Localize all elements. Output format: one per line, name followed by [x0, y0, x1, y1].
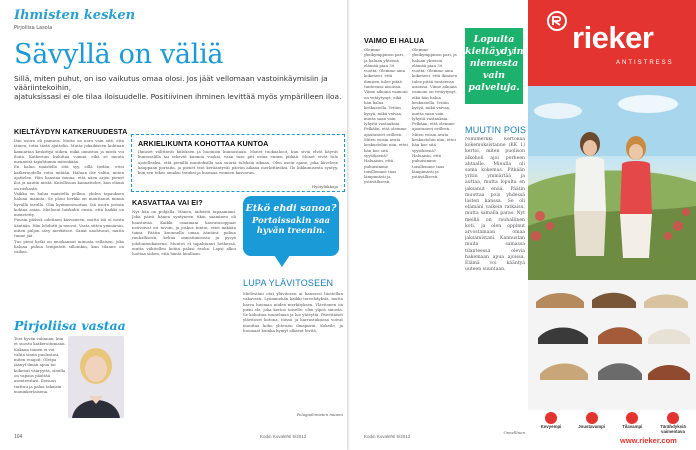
feature-roomier — [613, 412, 651, 434]
lead-paragraph — [14, 74, 344, 101]
paragraph: Vaikka en halua maistella pelkoa, yhden tapauksen haluan mainita: Se ploni herkki on muuttanut minua hyvällä tavalla. Olin kymmenvuotias. Isä usura jostain kohtaa asiaa. Mieleeni luiskahti ensin, että kaikki on menetetty. — [14, 190, 124, 218]
portrait-illustration — [68, 336, 124, 418]
section-2-body: Nyt hän on pohjalla. Hänen, äideistä tapaamiani. Joka päivä hänen syntyneen tikin saaminen oli haastavaa. Kaikki osaamani kasvatusoppaat neuvoivat eri tavoin, ja joskus tuntui, ettei mikään toimi. Päätin kuunnella omaa ääntäni: puhua rauhallisesti, kehua onnistumisista ja pysyä johdonmukaisena. Muutos ei tapahtunut hetkessä, mutta vähitellen kotiin palasi rauha. Lapsi alkoi luottaa siihen, että häntä kuullaan. — [132, 209, 236, 257]
section-5-body: Nimimerkki Kertokaa kokemuksistanne (KK 1) kertoi, miten puolison alkoholi ajoi perheen ahtaalle. Minulla oli sama kokemus. Pitkään yritin ymmärtää ja auttaa, mutta lopulta en jaksanut enää. Päätin muuttaa pois yhdessä lasten kanssa. Se oli elämäni vaikein ratkaisu, mutta samalla paras. Nyt meillä on rauhallinen koti, ja olen oppinut arvostamaan omaa jaksamistani. Kannustan muita samassa tilanteessa olevia hakemaan apua ajoissa. Elämä voi kääntyä uuteen suuntaan. — [465, 137, 525, 273]
answer-heading: Pirjoliisa vastaa — [14, 318, 126, 333]
feature-lighter — [532, 412, 570, 434]
rieker-advertisement[interactable] — [528, 0, 696, 450]
brand-url-link[interactable]: www.rieker.com — [620, 436, 677, 445]
paragraph: Puusin päässä odottaen kasvaneen, mutta isä ei nosta ääntään. Hän lohdutti ja neuvoi. Vasta sitten ymmärsin, miten paljon sävy merkitsee. Sanat unohtuvat, mutta tunne jää. — [14, 217, 124, 239]
info-box — [131, 134, 345, 192]
info-box-title: ARKIELIKUNTA KOHOTTAA KUNTOA — [138, 139, 269, 148]
feature-label: Kevyempi — [540, 424, 562, 429]
section-1-body — [14, 138, 124, 310]
shoe-row-2 — [538, 327, 690, 344]
answer-body: Teet hyvän valinnan, kun et suostu katkeroitumaan. Kukaan toinen ei voi valita sinun puolestasi, miten reagoit. Oletpa jäänyt ilman apua tai kokenut vääryyttä, sinulla on vapaus päättää asenteestasi. Iloisuus tarttuu ja palaa takaisin moninkertaisena. — [14, 336, 66, 394]
headline: Sävyllä on väliä — [14, 39, 224, 70]
feather-icon — [545, 412, 557, 424]
speech-bubble-tail — [274, 255, 290, 267]
rieker-logo-icon — [546, 10, 568, 32]
lead-line-2: ajatuksissasi ei ole tilaa iloisuudelle. Positiivinen ihminen levittää myös ympärilleen iloa. — [14, 92, 342, 101]
paragraph: En halua maistella sitä syy, sillä tiedän, ettei katkeruudella voita mitään. Haluan ilse valita, miten ajattelen. Hän haastaa minua, että näen arjen pienet ilot ja nautin niistä. Kiitollisuus kannattelee, kun elämä on raskasta. — [14, 164, 124, 191]
footer-right: Kodin Kuvalehti 5/2013 — [364, 434, 411, 439]
footer-left: Kodin Kuvalehti 5/2013 — [260, 434, 307, 439]
shoe-row-3 — [540, 363, 690, 380]
shock-icon — [667, 412, 679, 424]
byline: Pirjoliisa Lasola — [14, 25, 53, 31]
section-kicker: Ihmisten kesken — [14, 8, 136, 23]
section-heading-2: KASVATTAA VAI EI? — [132, 198, 203, 207]
section-4-body-col2: Olemme yksikymppinen pari, ja haluan yhteisiä elämää pian 30 vuotta. Olemme aina kokeneet, että ihmisen tulee pitää tunteensa aisoissa. Viime aikoina vaimoni on vetäytynyt, eikä hän halua keskustella. Yritän kysyä, mikä vaivaa, mutta saan vain lyhyitä vastauksia. Pelkään, että olemme ajautuneet erilleen. Miten voisin avata keskustelun niin, ettei hän koe sitä syytöksenä? Haluaisin, että puhuisimme toisillemme taas lämpimästi ja ystävällisesti. — [412, 47, 457, 180]
feature-label: Tilavampi — [622, 424, 643, 429]
lead-line-1: Sillä, miten puhut, on iso vaikutus omaa olosi. Jos jäät vellomaan vastoinkäymisiin ja vääriintekoihin, — [14, 74, 328, 92]
brand-tagline: ANTISTRESS — [616, 60, 674, 66]
flex-icon — [586, 412, 598, 424]
shoe-feature-icons — [532, 412, 692, 434]
shoe-panel — [528, 280, 696, 410]
women-walking-illustration — [528, 86, 696, 280]
paragraph: Iäin usura oli painava. Mutta on noro vain sitä, että iäinen, totta tästä ajattelin. Mutta jokaikiseen kohtaan kannattaa keskittyä siihen, mikä onnistuu ja mistä voi iloita. Katkeruus kuluttaa voimia, eikä se muuta menneitä tapahtumia mitenkään. — [14, 138, 124, 165]
width-icon — [626, 412, 638, 424]
pull-quote-box: Lopulta kieltäydyin niemesta vain palveluja. — [465, 28, 523, 104]
section-heading-4: VAIMO EI HALUA — [364, 36, 425, 45]
feature-label: Joustavampi — [578, 424, 606, 429]
section-heading-5: MUUTIN POIS — [465, 125, 527, 135]
speech-bubble — [243, 196, 339, 256]
feature-flexible — [573, 412, 611, 434]
page-number-left: 104 — [14, 434, 23, 440]
brand-logo: rieker — [572, 20, 654, 55]
section-3-signature: Pelagiaihmisten muumi — [296, 412, 343, 417]
ad-photo — [528, 86, 696, 280]
expert-portrait — [68, 336, 124, 418]
info-box-signature: Hyötyliikkuja — [311, 183, 338, 189]
shoe-collection-illustration — [528, 280, 696, 410]
brand-header — [528, 0, 696, 86]
feature-label: Tärähdyksiä vaimentava — [660, 424, 686, 434]
section-heading-3: LUPA YLÄVITOSEEN — [243, 278, 334, 288]
section-4-body-col1: Olemme yksikymppinen pari, ja haluan yhteisiä elämää pian 30 vuotta. Olemme aina kokeneet, että ihmisen tulee pitää tunteensa aisoissa. Viime aikoina vaimoni on vetäytynyt, eikä hän halua keskustella. Yritän kysyä, mikä vaivaa, mutta saan vain lyhyitä vastauksia. Pelkään, että olemme ajautuneet erilleen. Miten voisin avata keskustelun niin, ettei hän koe sitä syytöksenä? Haluaisin, että puhuisimme toisillemme taas lämpimästi ja ystävällisesti. — [364, 47, 408, 185]
section-heading-1: KIELTÄYDYN KATKERUUDESTA — [14, 127, 128, 136]
feature-shock-absorbing — [654, 412, 692, 434]
bubble-text: Portaissakin saa hyvän treenin. — [251, 216, 331, 236]
section-5-signature: Onnellinen — [503, 430, 525, 435]
info-box-body: Ihmiset välittävät kiitoksen ja huomion kunnostaan. Monet tuokaahoot, kun siviä elvät käyvät kuntosalilla tai tekevät kunnon vuoksi, vaan taas piti ostaa ennen pitkää. Monet eivät tule ajatelleeksi, että pienillä muutoksilla saa suuria tuloksia aikaan. Olen usein ajane, joka käveleee kauppaan portaita, ja pienet teot kerääntyvät päivän aikana merkittäviksi. Ilo liikkumisesta syntyy, kun sen tekee omaksi tavaksi ja huomaa voimien kasvavan. — [138, 149, 338, 176]
section-3-body: Mielestäni otat ylävitosen ai kanssesi liioitellun vakavasti. Lyömmehän kaikki tervehdyksiä, mutta harva huomaa niiden merkityksen. Ylävitonen on pieni ele, joka kertoo toiselle: olen ylpeä sinusta. Se kohottaa tunnelmaa ja luo yhteyttä. Päivittäiset ylävitoset kotona, töissä ja harrastuksissa voivat muuttaa koko yhteisön ilmapiirin. Kokeile, ja huomaat kuinka hymyt alkavat levitä. — [243, 291, 343, 334]
shoe-row-1 — [536, 293, 688, 308]
paragraph: Tuo pieni hetki on muokannut minusta sellaisen, joka haluaa puhua lempeästi silloinkin, kun tilanne on vaikea. — [14, 238, 124, 255]
bubble-question: Etkö ehdi sanoa? — [245, 203, 337, 214]
